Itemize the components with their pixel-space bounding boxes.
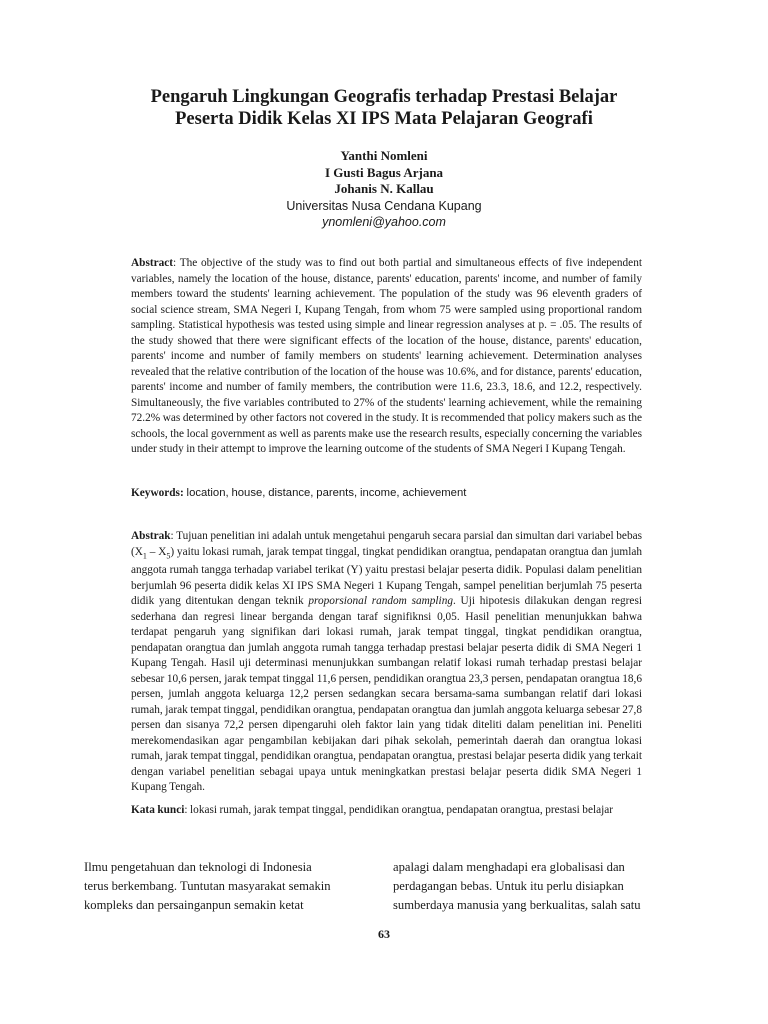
abstrak-italic-term: proporsional random sampling <box>308 595 453 608</box>
body-column-right: apalagi dalam menghadapi era globalisasi dan perdagangan bebas. Untuk itu perlu disiapkan sumberdaya manusia yang berkualitas, salah satu <box>393 860 641 912</box>
subscript-1: 1 <box>142 550 147 560</box>
subscript-5: 5 <box>166 550 171 560</box>
page-number: 63 <box>378 927 390 941</box>
author-name-2: I Gusti Bagus Arjana <box>324 164 444 180</box>
abstrak-label: Abstrak <box>131 530 171 542</box>
abstrak-text-b: – X <box>146 545 167 558</box>
title-line-1: Pengaruh Lingkungan Geografis terhadap Prestasi Belajar <box>150 87 618 107</box>
abstract-indonesian <box>131 529 642 796</box>
abstract-label: Abstract <box>131 257 174 269</box>
abstrak-text-c: ) yaitu lokasi rumah, jarak tempat tinggal, tingkat pendidikan orangtua, pendapatan orangtua dan jumlah anggota rumah tangga terhadap variabel terikat (Y) yaitu prestasi belajar peserta didik. Populasi dalam penelitian berjumlah 96 peserta didik kelas XI IPS SMA Negeri 1 Kupang Tengah, sampel penelitian berjumlah 75 peserta didik yang ditentukan dengan teknik <box>131 545 642 608</box>
author-affiliation: Universitas Nusa Cendana Kupang <box>286 198 482 213</box>
title-line-2: Peserta Didik Kelas XI IPS Mata Pelajaran Geografi <box>175 109 593 129</box>
kata-kunci-label: Kata kunci <box>131 804 185 816</box>
keywords-label: Keywords: <box>131 487 184 499</box>
keywords-english <box>131 486 642 502</box>
author-name-1: Yanthi Nomleni <box>340 148 428 163</box>
author-block <box>184 148 584 231</box>
abstract-english <box>131 256 642 458</box>
author-name-3: Johanis N. Kallau <box>334 181 434 196</box>
author-email[interactable]: ynomleni@yahoo.com <box>322 215 446 229</box>
paper-title <box>80 86 688 130</box>
abstract-text: : The objective of the study was to find out both partial and simultaneous effects of five independent variables, namely the location of the house, distance, parents' education, parents' income, and number of family members toward the students' learning achievement. The population of the study was 96 eleventh graders of social science stream, SMA Negeri I, Kupang Tengah, from whom 75 were sampled using proportional random sampling. Statistical hypothesis was tested using simple and linear regression analyses at p. = .05. The results of the study showed that there were significant effects of the location of the house, distance, parents' education, parents' income and number of family members on students' learning achievement. Determination analyses revealed that the relative contribution of the location of the house was 10.6%, and for distance, parents' education, parents' income and number of family members, the contribution were 11.6, 23.3, 18.6, and 12.2, respectively. Simultaneously, the five variables contributed to 27% of the students' learning achievement, while the remaining 72.2% was determined by other factors not covered in the study. It is recommended that policy makers such as the schools, the local government as well as parents make use the research results, especially concerning the variables under study in their attempt to improve the learning outcome of the students of SMA Negeri I Kupang Tengah. <box>131 257 642 455</box>
abstrak-text-a: : Tujuan penelitian ini adalah untuk mengetahui pengaruh secara parsial dan simultan dari variabel bebas (X <box>131 530 642 558</box>
kata-kunci-text: : lokasi rumah, jarak tempat tinggal, pendidikan orangtua, pendapatan orangtua, prestasi belajar <box>184 804 614 816</box>
body-column-left: Ilmu pengetahuan dan teknologi di Indonesia terus berkembang. Tuntutan masyarakat semakin kompleks dan persainganpun semakin ketat <box>84 860 331 912</box>
keywords-indonesian <box>131 803 642 819</box>
abstrak-text-d: . Uji hipotesis dilakukan dengan regresi sederhana dan regresi linear berganda dengan taraf signifiknsi 0,05. Hasil penelitian menunjukkan bahwa terdapat pengaruh yang signifikan dari lokasi rumah, jarak tempat tinggal, tingkat pendidikan orangtua, pendapatan orangtua dan jumlah anggota rumah tangga terhadap prestasi belajar peserta didik di SMA Negeri 1 Kupang Tengah. Hasil uji determinasi menunjukkan sumbangan relatif lokasi rumah terhadap prestasi belajar sebesar 10,6 persen, jarak tempat tinggal 11,6 persen, pendidikan orangtua 23,3 persen, pendapatan orangtua 18,6 persen, jumlah anggota keluarga 12,2 persen sedangkan secara bersama-sama sumbangan relatif dari lokasi rumah, jarak tempat tinggal, pendidikan orangtua, pendapatan orangtua dan jumlah anggota keluarga sebesar 27,8 persen dan sisanya 72,2 persen dipengaruhi oleh faktor lain yang tidak diteliti dalam penelitian ini. Peneliti merekomendasikan agar pengambilan kebijakan dari pihak sekolah, pemerintah daerah dan orangtua lokasi rumah, jarak tempat tinggal, pendidikan orangtua, pendapatan orangtua, prestasi belajar peserta didik yang terkait dengan variabel penelitian sebagai upaya untuk meningkatkan prestasi belajar peserta didik SMA Negeri 1 Kupang Tengah. <box>131 595 642 794</box>
keywords-text: location, house, distance, parents, income, achievement <box>183 487 467 499</box>
